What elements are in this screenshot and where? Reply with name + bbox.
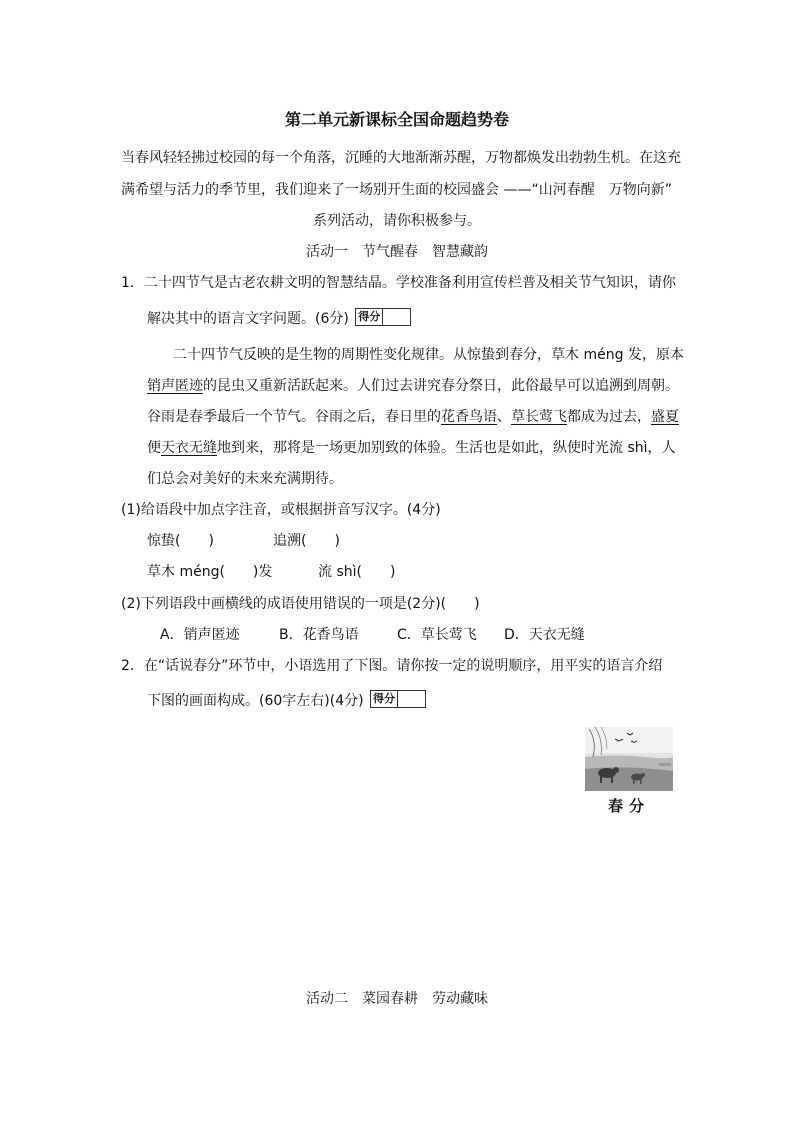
image-caption: 春分 (607, 797, 650, 815)
blank-meng[interactable]: 草木 méng( )发 (147, 564, 273, 580)
score-box[interactable] (370, 690, 426, 708)
passage-line-5: 们总会对美好的未来充满期待。 (147, 471, 343, 487)
passage-text: 、 (497, 409, 511, 425)
idiom-underlined: 花香鸟语 (441, 409, 497, 425)
option-b[interactable]: B．花香鸟语 (279, 627, 359, 643)
spring-equinox-image (585, 727, 673, 791)
passage-line-4 (147, 437, 676, 457)
option-a[interactable]: A．销声匿迹 (160, 627, 240, 643)
blank-jingzhe[interactable]: 惊蛰( ) (147, 533, 214, 549)
idiom-underlined: 草长莺飞 (511, 409, 567, 425)
idiom-underlined: 销声匿迹 (147, 378, 203, 394)
passage-text: 地到来，那将是一场更加别致的体验。生活也是如此，纵使时光流 shì，人 (217, 440, 676, 456)
passage-line-3 (147, 406, 679, 426)
intro-line-2: 满希望与活力的季节里，我们迎来了一场别开生面的校园盛会 ——“山河春醒 万物向新” (121, 182, 672, 198)
passage-line-2 (147, 375, 679, 395)
sub-question-2: (2)下列语段中画横线的成语使用错误的一项是(2分)( ) (121, 596, 480, 612)
question-1-line-2 (147, 308, 411, 328)
question-2-text: 下图的画面构成。(60字左右)(4分) (147, 693, 364, 709)
score-label: 得分 (356, 309, 383, 325)
activity-1-heading: 活动一 节气醒春 智慧藏韵 (306, 244, 488, 260)
passage-text: 都成为过去， (567, 409, 651, 425)
score-box[interactable] (355, 308, 411, 326)
page-title: 第二单元新课标全国命题趋势卷 (284, 110, 509, 129)
intro-line-1: 当春风轻轻拂过校园的每一个角落，沉睡的大地渐渐苏醒，万物都焕发出勃勃生机。在这充 (121, 150, 681, 166)
question-1-line-1: 1．二十四节气是古老农耕文明的智慧结晶。学校准备利用宣传栏普及相关节气知识，请你 (121, 275, 676, 291)
question-2-line-2 (147, 690, 426, 710)
passage-text: 便 (147, 440, 161, 456)
question-1-text: 解决其中的语言文字问题。(6分) (147, 311, 349, 327)
sub-question-1: (1)给语段中加点字注音，或根据拼音写汉字。(4分) (121, 502, 441, 518)
passage-text: 谷雨是春季最后一个节气。谷雨之后，春日里的 (147, 409, 441, 425)
activity-2-heading: 活动二 菜园春耕 劳动藏味 (306, 991, 488, 1007)
underlined-text: 盛夏 (651, 409, 679, 425)
passage-text: 的昆虫又重新活跃起来。人们过去讲究春分祭日，此俗最早可以追溯到周朝。 (203, 378, 679, 394)
score-label: 得分 (371, 691, 398, 707)
blank-shi[interactable]: 流 shì( ) (318, 564, 396, 580)
blank-zhuisu[interactable]: 追溯( ) (273, 533, 340, 549)
question-2-line-1: 2．在“话说春分”环节中，小语选用了下图。请你按一定的说明顺序，用平实的语言介绍 (121, 658, 663, 674)
idiom-underlined: 天衣无缝 (161, 440, 217, 456)
option-d[interactable]: D．天衣无缝 (504, 627, 585, 643)
intro-line-3: 系列活动，请你积极参与。 (313, 213, 481, 229)
option-c[interactable]: C．草长莺飞 (397, 627, 477, 643)
passage-line-1: 二十四节气反映的是生物的周期性变化规律。从惊蛰到春分，草木 méng 发，原本 (173, 347, 684, 363)
